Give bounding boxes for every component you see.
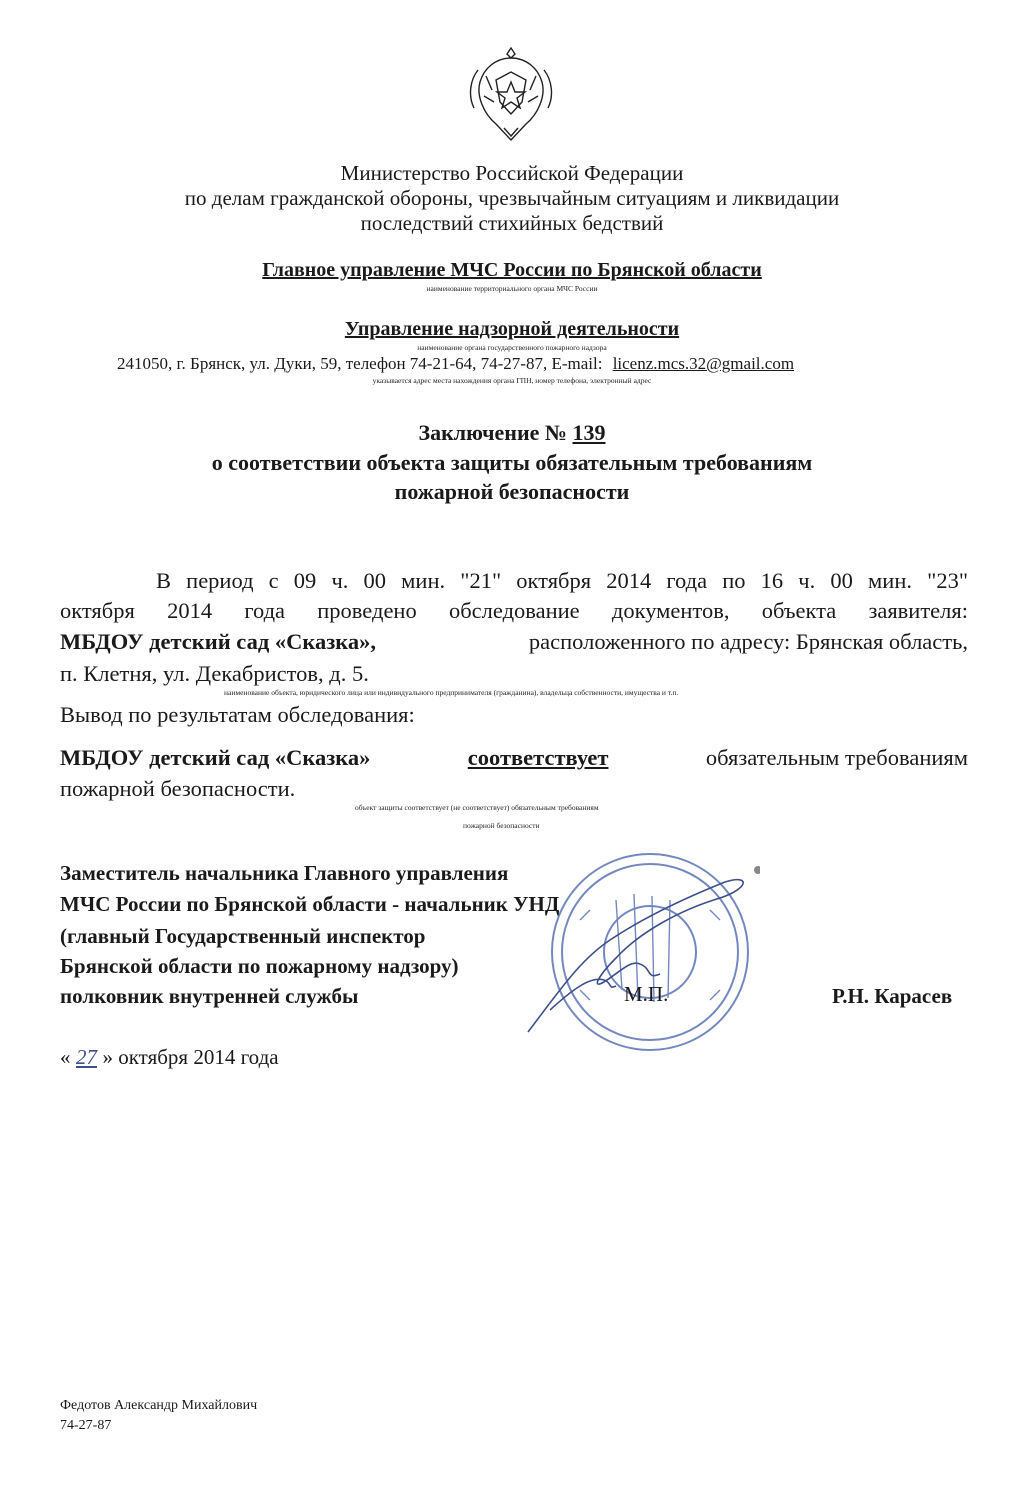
address-line [117, 354, 917, 374]
ministry-line-3: последствий стихийных бедствий [360, 211, 664, 235]
paragraph-line-1: В период с 09 ч. 00 мин. "21" октября 2014 года по 16 ч. 00 мин. "23" [156, 568, 968, 593]
signature-line-4: Брянской области по пожарному надзору) [60, 954, 459, 978]
address-caption: указывается адрес места нахождения органа ГПН, номер телефона, электронный адрес [372, 376, 652, 385]
ministry-line-1: Министерство Российской Федерации [340, 161, 684, 185]
conclusion-object: МБДОУ детский сад «Сказка» [60, 745, 371, 770]
supervision-caption: наименование органа государственного пожарного надзора [417, 343, 607, 352]
address-text: 241050, г. Брянск, ул. Дуки, 59, телефон 74-21-64, 74-27-87, E-mail: [117, 354, 603, 373]
object-address: расположенного по адресу: Брянская область, [528, 629, 968, 654]
date-open: « [60, 1045, 71, 1069]
signature-line-3: (главный Государственный инспектор [60, 924, 426, 948]
conclusion-caption-2: пожарной безопасности [463, 821, 540, 830]
emblem-icon [466, 40, 556, 148]
supervision-body: Управление надзорной деятельности [344, 318, 680, 340]
paragraph-line-3 [60, 627, 968, 656]
territorial-body: Главное управление МЧС России по Брянской области [262, 259, 762, 281]
conclusion-status: соответствует [467, 745, 609, 770]
object-name: МБДОУ детский сад «Сказка», [60, 629, 376, 654]
title-number: 139 [572, 420, 606, 445]
signer-name: Р.Н. Карасев [832, 984, 953, 1008]
title-line-3: пожарной безопасности [394, 479, 630, 504]
conclusion-line-1 [60, 743, 968, 772]
stamp-place: М.П. [624, 982, 669, 1006]
date-day: 27 [76, 1045, 97, 1069]
signature-line-5: полковник внутренней службы [60, 984, 359, 1008]
paragraph-line-4: п. Клетня, ул. Декабристов, д. 5. [60, 661, 369, 686]
contact-phone: 74-27-87 [60, 1418, 112, 1433]
object-caption: наименование объекта, юридического лица или индивидуального предпринимателя (гражданина), владельца собственности, имущества и т.п. [224, 688, 679, 697]
paragraph-line-2: октября 2014 года проведено обследование документов, объекта заявителя: [60, 598, 968, 623]
document-title [0, 418, 1024, 447]
contact-name: Федотов Александр Михайлович [60, 1398, 258, 1413]
date-rest: » октября 2014 года [102, 1045, 279, 1069]
conclusion-label: Вывод по результатам обследования: [60, 702, 415, 727]
conclusion-rest: обязательным требованиям [705, 745, 968, 770]
official-stamp [520, 840, 760, 1070]
title-line-2: о соответствии объекта защиты обязательным требованиям [211, 450, 813, 475]
conclusion-line-2: пожарной безопасности. [60, 776, 296, 801]
ministry-line-2: по делам гражданской обороны, чрезвычайным ситуациям и ликвидации [184, 186, 840, 210]
title-prefix: Заключение № [418, 420, 567, 445]
email-link[interactable]: licenz.mcs.32@gmail.com [612, 354, 795, 373]
signature-line-1: Заместитель начальника Главного управления [60, 861, 509, 885]
territorial-caption: наименование территориального органа МЧС России [426, 284, 598, 293]
conclusion-caption-1: объект защиты соответствует (не соответствует) обязательным требованиям [355, 803, 599, 812]
signature-line-2: МЧС России по Брянской области - начальник УНД [60, 892, 560, 916]
date-line [60, 1045, 279, 1070]
